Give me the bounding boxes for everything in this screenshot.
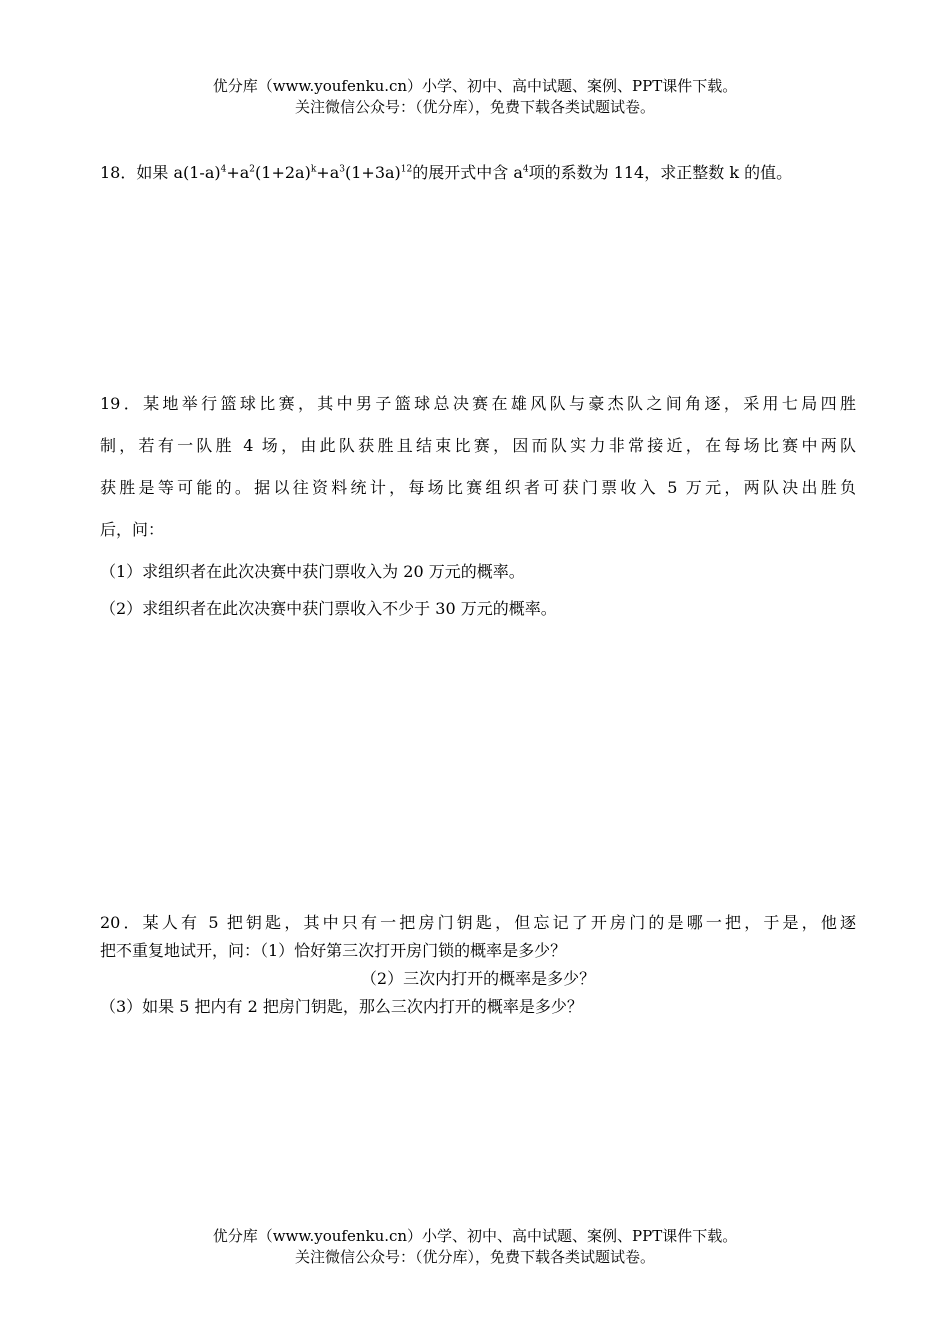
question-19 xyxy=(100,393,856,635)
question-20-line-1: 20．某人有 5 把钥匙，其中只有一把房门钥匙，但忘记了开房门的是哪一把，于是，他逐 xyxy=(100,913,856,932)
q18-exponent: 3 xyxy=(339,164,345,175)
q18-part: +a xyxy=(316,163,340,182)
footer-line-1: 优分库（www.youfenku.cn）小学、初中、高中试题、案例、PPT课件下载。 xyxy=(212,1227,738,1245)
question-19-line: 后，问： xyxy=(100,520,165,539)
question-20-line-2: 把不重复地试开，问：（1）恰好第三次打开房门锁的概率是多少？ xyxy=(100,941,567,960)
q18-exponent: k xyxy=(310,164,317,175)
q18-part: 项的系数为 114，求正整数 k 的值。 xyxy=(528,163,793,182)
question-20-line-4: （3）如果 5 把内有 2 把房门钥匙，那么三次内打开的概率是多少？ xyxy=(100,997,583,1016)
page-footer xyxy=(0,1226,950,1268)
q18-part: (1+2a) xyxy=(255,163,311,182)
q18-exponent: 2 xyxy=(249,164,256,175)
question-19-line: 制，若有一队胜 4 场，由此队获胜且结束比赛，因而队实力非常接近，在每场比赛中两队 xyxy=(100,436,856,455)
header-line-1: 优分库（www.youfenku.cn）小学、初中、高中试题、案例、PPT课件下载。 xyxy=(212,77,738,95)
question-18-text xyxy=(100,160,856,183)
question-20-line-3: （2）三次内打开的概率是多少？ xyxy=(360,969,596,988)
question-19-sub-2: （2）求组织者在此次决赛中获门票收入不少于 30 万元的概率。 xyxy=(100,599,557,618)
header-line-2: 关注微信公众号：（优分库），免费下载各类试题试卷。 xyxy=(294,98,655,116)
q18-part: (1+3a) xyxy=(344,163,401,182)
q18-part: 的展开式中含 a xyxy=(412,163,523,182)
question-18 xyxy=(100,160,856,183)
question-19-sub-1: （1）求组织者在此次决赛中获门票收入为 20 万元的概率。 xyxy=(100,562,525,581)
q18-exponent: 4 xyxy=(220,164,227,175)
q18-exponent: 4 xyxy=(522,164,529,175)
question-20 xyxy=(100,909,856,1021)
footer-line-2: 关注微信公众号：（优分库），免费下载各类试题试卷。 xyxy=(294,1248,655,1266)
q18-part: 18．如果 a(1-a) xyxy=(100,163,221,182)
question-19-line: 19．某地举行篮球比赛，其中男子篮球总决赛在雄风队与豪杰队之间角逐，采用七局四胜 xyxy=(100,394,856,413)
q18-part: +a xyxy=(226,163,250,182)
q18-exponent: 12 xyxy=(400,164,413,175)
question-19-line: 获胜是等可能的。据以往资料统计，每场比赛组织者可获门票收入 5 万元，两队决出胜负 xyxy=(100,478,856,497)
page-header xyxy=(0,76,950,118)
